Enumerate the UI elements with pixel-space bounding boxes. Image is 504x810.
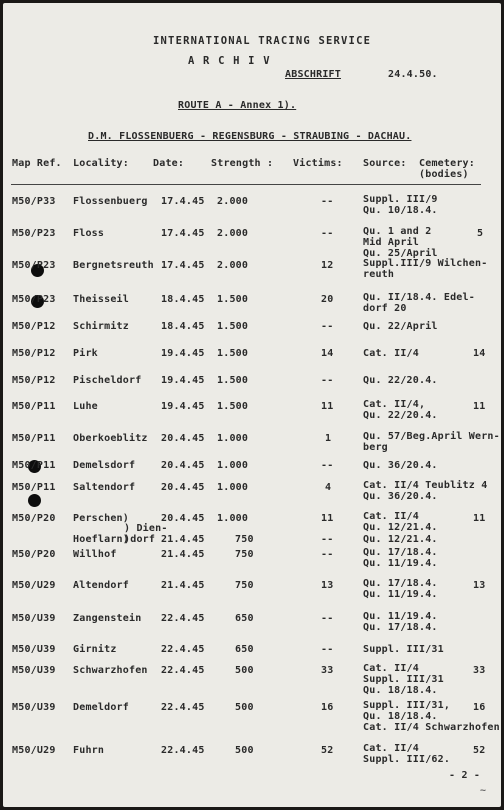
row-source: Cat. II/4, Qu. 22/20.4. [363, 399, 438, 421]
row-strength: 2.000 [217, 228, 249, 239]
row-locality: Altendorf [73, 580, 129, 591]
row-date: 19.4.45 [161, 348, 205, 359]
row-source: Suppl. III/9 Qu. 10/18.4. [363, 194, 438, 216]
row-strength: 750 [235, 549, 254, 560]
row-source: Qu. 22/20.4. [363, 375, 438, 386]
row-date: 19.4.45 [161, 401, 205, 412]
page-number: - 2 - [449, 770, 481, 781]
row-date: 17.4.45 [161, 228, 205, 239]
row-victims: 33 [321, 665, 334, 676]
row-map-ref: M50/P12 [12, 321, 56, 332]
row-source: Suppl. III/31, Qu. 18/18.4. Cat. II/4 Schwarzhofen [363, 700, 500, 733]
row-victims: -- [321, 196, 334, 207]
row-strength: 2.000 [217, 260, 249, 271]
row-source: Suppl.III/9 Wilchen- reuth [363, 258, 488, 280]
row-map-ref: M50/P11 [12, 401, 56, 412]
row-locality: Zangenstein [73, 613, 142, 624]
row-victims: -- [321, 321, 334, 332]
col-cemetery: Cemetery: [419, 158, 475, 169]
row-map-ref: M50/P11 [12, 433, 56, 444]
row-source: Qu. 11/19.4. Qu. 17/18.4. [363, 611, 438, 633]
row-strength: 1.500 [217, 375, 249, 386]
row-date: 22.4.45 [161, 702, 205, 713]
col-victims: Victims: [293, 158, 343, 169]
row-victims: 13 [321, 580, 334, 591]
row-map-ref: M50/P20 [12, 513, 56, 524]
row-locality: Fuhrn [73, 745, 105, 756]
row-date: 20.4.45 [161, 433, 205, 444]
col-cemetery-sub: (bodies) [419, 169, 469, 180]
row-strength: 750 [235, 534, 254, 545]
row-victims: 16 [321, 702, 334, 713]
row-strength: 1.000 [217, 513, 249, 524]
route-title: ROUTE A - Annex 1). [178, 100, 297, 111]
row-locality: Pischeldorf [73, 375, 142, 386]
row-map-ref: M50/P20 [12, 549, 56, 560]
bracket-note: ) Dien- )dorf [124, 523, 168, 545]
row-date: 22.4.45 [161, 665, 205, 676]
row-source: Qu. 57/Beg.April Wern- berg [363, 431, 500, 453]
row-map-ref: M50/P11 [12, 460, 56, 471]
row-date: 20.4.45 [161, 482, 205, 493]
row-locality: Luhe [73, 401, 98, 412]
row-date: 22.4.45 [161, 745, 205, 756]
row-source: Cat. II/4 Suppl. III/62. [363, 743, 451, 765]
row-map-ref: M50/U29 [12, 745, 56, 756]
row-victims: -- [321, 375, 334, 386]
row-victims: -- [321, 460, 334, 471]
row-locality: Demeldorf [73, 702, 129, 713]
row-map-ref: M50/P11 [12, 482, 56, 493]
row-date: 21.4.45 [161, 580, 205, 591]
row-locality: Theisseil [73, 294, 129, 305]
row-map-ref: M50/P23 [12, 228, 56, 239]
col-date: Date: [153, 158, 185, 169]
document-page [3, 3, 501, 807]
row-locality: Floss [73, 228, 105, 239]
row-date: 19.4.45 [161, 375, 205, 386]
col-source: Source: [363, 158, 407, 169]
row-victims: 1 [325, 433, 332, 444]
row-date: 20.4.45 [161, 460, 205, 471]
row-strength: 650 [235, 613, 254, 624]
header-rule [11, 184, 481, 185]
scan-marks: ~ [480, 785, 487, 796]
row-victims: 12 [321, 260, 334, 271]
row-map-ref: M50/U39 [12, 665, 56, 676]
row-strength: 2.000 [217, 196, 249, 207]
dept-title: A R C H I V [188, 55, 271, 67]
march-title: D.M. FLOSSENBUERG - REGENSBURG - STRAUBING - DACHAU. [88, 131, 412, 142]
col-strength: Strength : [211, 158, 274, 169]
row-cemetery: 11 [473, 513, 486, 524]
row-source: Cat. II/4 [363, 348, 419, 359]
row-victims: 4 [325, 482, 332, 493]
org-title: INTERNATIONAL TRACING SERVICE [153, 35, 372, 47]
row-strength: 500 [235, 665, 254, 676]
row-date: 17.4.45 [161, 260, 205, 271]
row-date: 22.4.45 [161, 613, 205, 624]
row-locality: Hoeflarn) [73, 534, 129, 545]
row-source: Cat. II/4 Teublitz 4 Qu. 36/20.4. [363, 480, 488, 502]
row-locality: Pirk [73, 348, 98, 359]
punch-hole-4 [28, 494, 41, 507]
row-source: Qu. 1 and 2 Mid April Qu. 25/April [363, 226, 438, 259]
row-date: 20.4.45 [161, 513, 205, 524]
row-victims: -- [321, 549, 334, 560]
row-victims: 11 [321, 513, 334, 524]
row-date: 21.4.45 [161, 549, 205, 560]
row-locality: Willhof [73, 549, 117, 560]
row-map-ref: M50/U39 [12, 644, 56, 655]
copy-label: ABSCHRIFT [285, 69, 341, 80]
row-date: 22.4.45 [161, 644, 205, 655]
row-strength: 1.000 [217, 482, 249, 493]
row-cemetery: 52 [473, 745, 486, 756]
row-strength: 1.500 [217, 321, 249, 332]
row-locality: Flossenbuerg [73, 196, 148, 207]
row-strength: 1.500 [217, 294, 249, 305]
row-cemetery: 16 [473, 702, 486, 713]
row-locality: Demelsdorf [73, 460, 136, 471]
row-map-ref: M50/P33 [12, 196, 56, 207]
row-strength: 1.500 [217, 401, 249, 412]
row-source: Cat. II/4 Suppl. III/31 Qu. 18/18.4. [363, 663, 444, 696]
row-map-ref: M50/P23 [12, 260, 56, 271]
row-date: 21.4.45 [161, 534, 205, 545]
row-locality: Oberkoeblitz [73, 433, 148, 444]
row-locality: Schirmitz [73, 321, 129, 332]
row-victims: 14 [321, 348, 334, 359]
row-strength: 650 [235, 644, 254, 655]
row-map-ref: M50/P23 [12, 294, 56, 305]
row-locality: Schwarzhofen [73, 665, 148, 676]
document-date: 24.4.50. [388, 69, 438, 80]
row-victims: 52 [321, 745, 334, 756]
row-locality: Saltendorf [73, 482, 136, 493]
row-date: 18.4.45 [161, 294, 205, 305]
row-cemetery: 13 [473, 580, 486, 591]
row-locality: Girnitz [73, 644, 117, 655]
row-cemetery: 5 [477, 228, 484, 239]
row-victims: -- [321, 644, 334, 655]
row-strength: 1.500 [217, 348, 249, 359]
row-victims: 11 [321, 401, 334, 412]
row-source: Qu. 17/18.4. Qu. 11/19.4. [363, 578, 438, 600]
row-strength: 500 [235, 702, 254, 713]
col-map-ref: Map Ref. [12, 158, 62, 169]
col-locality: Locality: [73, 158, 129, 169]
row-cemetery: 33 [473, 665, 486, 676]
row-locality: Bergnetsreuth [73, 260, 154, 271]
row-date: 17.4.45 [161, 196, 205, 207]
row-victims: -- [321, 534, 334, 545]
row-victims: 20 [321, 294, 334, 305]
row-map-ref: M50/U39 [12, 702, 56, 713]
row-source: Suppl. III/31 [363, 644, 444, 655]
row-source: Qu. 36/20.4. [363, 460, 438, 471]
row-map-ref: M50/U29 [12, 580, 56, 591]
row-source: Qu. 22/April [363, 321, 438, 332]
row-source: Qu. 12/21.4. [363, 534, 438, 545]
row-victims: -- [321, 228, 334, 239]
row-strength: 1.000 [217, 433, 249, 444]
row-map-ref: M50/U39 [12, 613, 56, 624]
row-source: Cat. II/4 Qu. 12/21.4. [363, 511, 438, 533]
row-cemetery: 14 [473, 348, 486, 359]
row-strength: 750 [235, 580, 254, 591]
row-victims: -- [321, 613, 334, 624]
row-locality: Perschen) [73, 513, 129, 524]
row-cemetery: 11 [473, 401, 486, 412]
row-strength: 1.000 [217, 460, 249, 471]
row-date: 18.4.45 [161, 321, 205, 332]
row-source: Qu. II/18.4. Edel- dorf 20 [363, 292, 475, 314]
row-strength: 500 [235, 745, 254, 756]
row-map-ref: M50/P12 [12, 375, 56, 386]
row-map-ref: M50/P12 [12, 348, 56, 359]
row-source: Qu. 17/18.4. Qu. 11/19.4. [363, 547, 438, 569]
